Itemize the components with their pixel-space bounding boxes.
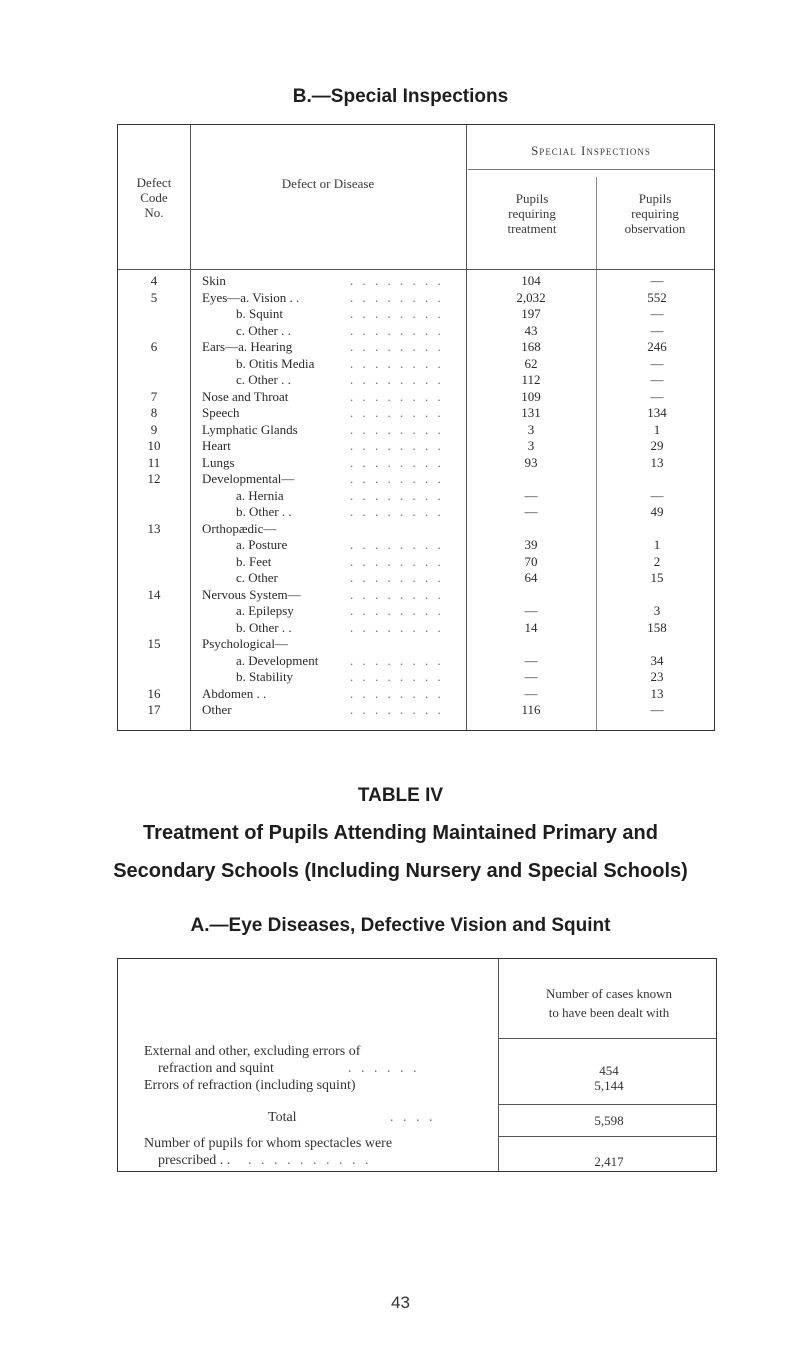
treatment-value: 109	[521, 388, 541, 404]
defect-label: Lungs	[202, 454, 235, 470]
observation-header-line: Pupils	[638, 191, 672, 206]
treatment-header	[468, 191, 596, 236]
special-inspections-table	[117, 124, 715, 731]
table-row	[118, 306, 716, 321]
defect-label: a. Hernia	[236, 487, 284, 503]
dot-leader: . . . . . . . .	[350, 487, 444, 503]
defect-code: 14	[147, 586, 161, 602]
table-row	[118, 488, 716, 503]
defect-label: c. Other	[236, 570, 278, 585]
defect-code: 4	[150, 273, 158, 288]
table-row	[118, 537, 716, 552]
spectacles-label-line2: prescribed . .	[158, 1153, 231, 1168]
treatment-value: 43	[524, 322, 538, 338]
refraction-label: Errors of refraction (including squint)	[144, 1078, 356, 1093]
defect-label: c. Other . .	[236, 372, 291, 387]
table-iv-title: TABLE IV	[357, 785, 444, 806]
dot-leader: . . . . . . . .	[350, 438, 444, 453]
dot-leader: . . . . . . . .	[350, 685, 444, 701]
dot-leader: . . . . . .	[348, 1061, 420, 1076]
defect-label: Lymphatic Glands	[202, 421, 298, 437]
observation-value: 13	[650, 454, 664, 470]
table-row	[118, 372, 716, 387]
observation-value: —	[650, 306, 664, 321]
defect-code: 11	[147, 454, 161, 470]
observation-value: 49	[650, 504, 664, 519]
treatment-value: 112	[521, 372, 541, 387]
defect-label: Abdomen . .	[202, 685, 267, 701]
external-label-line2: refraction and squint	[158, 1061, 274, 1076]
treatment-value: 93	[524, 454, 538, 470]
dot-leader: . . . .	[390, 1110, 436, 1125]
observation-value: 2	[653, 553, 661, 569]
observation-value: 1	[653, 421, 661, 437]
code-header-line: Code	[140, 190, 168, 205]
defect-label: b. Other . .	[236, 619, 292, 635]
defect-label: Speech	[202, 405, 240, 420]
defect-code: 6	[150, 339, 158, 354]
observation-value: 34	[650, 652, 664, 668]
defect-label: Developmental—	[202, 471, 295, 486]
observation-value: —	[650, 322, 664, 338]
table-row	[118, 422, 716, 437]
defect-label: a. Posture	[236, 537, 288, 552]
dot-leader: . . . . . . . .	[350, 570, 444, 585]
table-row	[118, 653, 716, 668]
treatment-header-line: requiring	[508, 206, 556, 221]
dot-leader: . . . . . . . .	[350, 669, 444, 684]
observation-value: 15	[650, 570, 664, 585]
dot-leader: . . . . . . . . . .	[248, 1153, 372, 1168]
dot-leader: . . . . . . . .	[350, 619, 444, 635]
dot-leader: . . . . . . . .	[350, 405, 444, 420]
treatment-value: 168	[521, 339, 541, 354]
defect-code: 15	[147, 636, 161, 651]
dot-leader: . . . . . . . .	[350, 553, 444, 569]
divider	[499, 1104, 716, 1105]
treatment-value: 70	[524, 553, 538, 569]
table-row	[118, 471, 716, 486]
eye-table-header-line: to have been dealt with	[548, 1005, 670, 1020]
treatment-value: 197	[521, 306, 541, 321]
observation-value: 246	[647, 339, 667, 354]
dot-leader: . . . . . . . .	[350, 289, 444, 305]
table-row	[118, 356, 716, 371]
defect-label: Psychological—	[202, 636, 288, 651]
defect-label: Eyes—a. Vision . .	[202, 289, 300, 305]
defect-label: a. Epilepsy	[236, 603, 294, 618]
defect-label: Orthopædic—	[202, 520, 277, 536]
defect-code: 16	[147, 685, 161, 701]
observation-value: 158	[647, 619, 667, 635]
treatment-value: 62	[524, 355, 538, 371]
observation-value: 23	[650, 669, 664, 684]
external-label-line1: External and other, excluding errors of	[144, 1044, 361, 1059]
defect-code: 13	[147, 520, 161, 536]
defect-label: b. Other . .	[236, 504, 292, 519]
defect-label: Heart	[202, 438, 231, 453]
dot-leader: . . . . . . . .	[350, 702, 444, 717]
treatment-header-line: Pupils	[515, 191, 549, 206]
treatment-value: —	[524, 652, 538, 668]
code-header-line: No.	[144, 205, 164, 220]
treatment-header-line: treatment	[507, 221, 557, 236]
divider	[498, 959, 499, 1171]
treatment-value: 116	[521, 702, 541, 717]
defect-code: 5	[150, 289, 158, 305]
external-value: 454	[599, 1063, 619, 1078]
defect-label: Nervous System—	[202, 586, 301, 602]
dot-leader: . . . . . . . .	[350, 537, 444, 552]
divider	[468, 169, 714, 170]
observation-value: —	[650, 388, 664, 404]
table-row	[118, 636, 716, 651]
table-row	[118, 389, 716, 404]
observation-value: 552	[647, 289, 667, 305]
dot-leader: . . . . . . . .	[350, 504, 444, 519]
table-row	[118, 438, 716, 453]
defect-code: 7	[150, 388, 158, 404]
observation-value: 13	[650, 685, 664, 701]
dot-leader: . . . . . . . .	[350, 306, 444, 321]
dot-leader: . . . . . . . .	[350, 355, 444, 371]
dot-leader: . . . . . . . .	[350, 454, 444, 470]
table-row	[118, 603, 716, 618]
table-row	[118, 702, 716, 717]
table-row	[118, 521, 716, 536]
defect-header: Defect or Disease	[281, 176, 375, 191]
defect-label: Ears—a. Hearing	[202, 339, 293, 354]
treatment-value: —	[524, 504, 538, 519]
treatment-value: 3	[527, 438, 535, 453]
eye-table-header-line: Number of cases known	[546, 986, 672, 1001]
table-row	[118, 570, 716, 585]
defect-code: 12	[147, 471, 161, 486]
divider	[499, 1038, 716, 1039]
treatment-value: —	[524, 685, 538, 701]
table-row	[118, 686, 716, 701]
observation-value: 134	[647, 405, 667, 420]
defect-code: 10	[147, 438, 161, 453]
table-iv-subtitle-line1: Treatment of Pupils Attending Maintained Primary and	[143, 822, 658, 844]
dot-leader: . . . . . . . .	[350, 652, 444, 668]
treatment-value: 3	[527, 421, 535, 437]
spectacles-label-line1: Number of pupils for whom spectacles were	[144, 1136, 393, 1151]
refraction-value: 5,144	[594, 1078, 624, 1093]
table-row	[118, 339, 716, 354]
dot-leader: . . . . . . . .	[350, 372, 444, 387]
total-value: 5,598	[594, 1113, 624, 1128]
observation-value: 29	[650, 438, 664, 453]
total-label: Total	[268, 1110, 297, 1125]
table-iv-subtitle-line2: Secondary Schools (Including Nursery and Special Schools)	[113, 860, 688, 882]
table-row	[118, 669, 716, 684]
spectacles-value: 2,417	[594, 1154, 624, 1169]
defect-label: a. Development	[236, 652, 319, 668]
table-row	[118, 455, 716, 470]
table-row	[118, 273, 716, 288]
treatment-value: 64	[524, 570, 538, 585]
treatment-value: —	[524, 487, 538, 503]
divider	[499, 1136, 716, 1137]
defect-label: b. Stability	[236, 669, 294, 684]
group-header: Special Inspections	[531, 143, 651, 158]
dot-leader: . . . . . . . .	[350, 603, 444, 618]
defect-label: Other	[202, 702, 232, 717]
table-row	[118, 587, 716, 602]
code-header	[118, 175, 190, 220]
table-row	[118, 504, 716, 519]
code-header-line: Defect	[136, 175, 172, 190]
observation-header-line: requiring	[631, 206, 679, 221]
defect-label: b. Otitis Media	[236, 355, 315, 371]
defect-code: 9	[150, 421, 158, 437]
observation-value: 1	[653, 537, 661, 552]
dot-leader: . . . . . . . .	[350, 388, 444, 404]
treatment-value: 131	[521, 405, 541, 420]
divider	[118, 269, 714, 270]
observation-value: —	[650, 273, 664, 288]
dot-leader: . . . . . . . .	[350, 586, 444, 602]
observation-value: —	[650, 702, 664, 717]
observation-header	[596, 191, 714, 236]
treatment-value: 14	[524, 619, 538, 635]
dot-leader: . . . . . . . .	[350, 273, 444, 288]
defect-label: b. Squint	[236, 306, 283, 321]
observation-value: 3	[653, 603, 661, 618]
observation-value: —	[650, 372, 664, 387]
dot-leader: . . . . . . . .	[350, 339, 444, 354]
table-row	[118, 290, 716, 305]
treatment-value: 104	[521, 273, 541, 288]
treatment-value: —	[524, 603, 538, 618]
observation-value: —	[650, 355, 664, 371]
treatment-value: 2,032	[516, 289, 546, 305]
table-row	[118, 620, 716, 635]
page-number: 43	[391, 1293, 410, 1312]
defect-label: Skin	[202, 273, 226, 288]
dot-leader: . . . . . . . .	[350, 471, 444, 486]
defect-label: b. Feet	[236, 553, 272, 569]
treatment-value: —	[524, 669, 538, 684]
treatment-value: 39	[524, 537, 538, 552]
table-row	[118, 554, 716, 569]
table-row	[118, 405, 716, 420]
dot-leader: . . . . . . . .	[350, 421, 444, 437]
defect-code: 8	[150, 405, 158, 420]
defect-label: Nose and Throat	[202, 388, 289, 404]
eye-table-header	[500, 984, 718, 1022]
section-a-heading: A.—Eye Diseases, Defective Vision and Squint	[190, 915, 611, 936]
section-b-heading: B.—Special Inspections	[292, 86, 509, 107]
defect-label: c. Other . .	[236, 322, 291, 338]
dot-leader: . . . . . . . .	[350, 322, 444, 338]
observation-header-line: observation	[624, 221, 686, 236]
table-row	[118, 323, 716, 338]
eye-diseases-table	[117, 958, 717, 1172]
observation-value: —	[650, 487, 664, 503]
defect-code: 17	[147, 702, 161, 717]
